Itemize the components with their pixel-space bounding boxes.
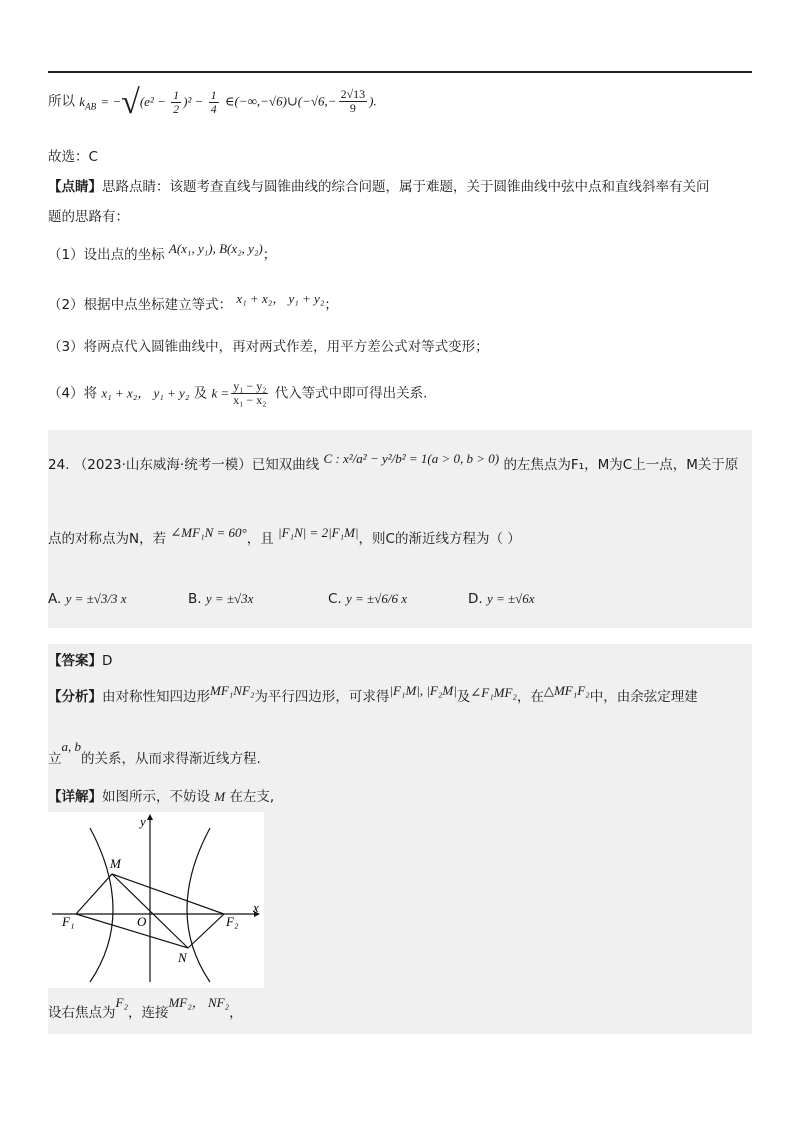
- top-rule: [48, 71, 752, 73]
- question-number: 24.: [48, 457, 70, 473]
- step-3: （3）将两点代入圆锥曲线中，再对两式作差，用平方差公式对等式变形；: [48, 339, 489, 355]
- label-m: M: [110, 856, 121, 871]
- final-f2: F₂: [115, 995, 128, 1010]
- step-4-math: x₁ + x₂， y₁ + y₂: [101, 385, 190, 401]
- analysis-ab: a, b: [61, 739, 81, 754]
- step-2-math: x₁ + x₂， y₁ + y₂: [236, 291, 325, 306]
- answer-label: 【答案】: [48, 653, 102, 669]
- option-c[interactable]: C. y = ±√6/6 x: [328, 591, 407, 607]
- angle-condition: ∠MF₁N = 60°: [170, 525, 247, 540]
- hyperbola-figure: [48, 812, 264, 988]
- label-n: N: [178, 950, 187, 965]
- detail-text: 如图所示，不妨设: [102, 789, 210, 805]
- final-text-b: ，连接: [127, 1005, 169, 1021]
- step-1-end: ；: [262, 247, 277, 263]
- analysis-text-6b: 的关系，从而求得渐近线方程.: [81, 751, 261, 767]
- option-a[interactable]: A. y = ±√3/3 x: [48, 591, 127, 607]
- analysis-line-2: [48, 739, 261, 768]
- final-text-c: ，: [229, 1005, 243, 1021]
- question-text-1b: 的左焦点为F₁，M为C上一点，M关于原: [503, 457, 739, 473]
- answer-value: D: [102, 653, 113, 669]
- interval-text: ∈(−∞,−√6)∪(−√6,−: [224, 93, 337, 109]
- step-2-text: （2）根据中点坐标建立等式：: [48, 297, 233, 313]
- step-4: [48, 380, 427, 407]
- question-text-2c: ，则C的渐近线方程为（ ）: [358, 531, 521, 547]
- analysis-label: 【分析】: [48, 689, 102, 705]
- detail-text-end: 在左支,: [229, 789, 275, 805]
- answer-line: [48, 652, 112, 670]
- analysis-text-2: 为平行四边形，可求得: [254, 689, 390, 705]
- prefix-text: 所以: [48, 93, 75, 110]
- question-text-2a: 点的对称点为N，若: [48, 531, 167, 547]
- choice-line: 故选：C: [48, 149, 98, 165]
- question-source: （2023·山东威海·统考一模）已知双曲线: [73, 457, 320, 473]
- step-2-end: ；: [324, 297, 338, 313]
- detail-label: 【详解】: [48, 789, 102, 805]
- final-line: [48, 995, 243, 1022]
- question-line-2: [48, 525, 521, 548]
- analysis-text-3: 及: [456, 689, 471, 705]
- comment-line-1: [48, 178, 710, 196]
- step-4-a: （4）将: [48, 385, 98, 402]
- step-4-k: k =: [211, 385, 230, 401]
- label-x: x: [253, 900, 259, 915]
- option-d[interactable]: D. y = ±√6x: [468, 591, 535, 607]
- detail-line: [48, 788, 274, 806]
- step-4-c: 代入等式中即可得出关系.: [274, 385, 428, 402]
- comment-line-2: 题的思路有：: [48, 209, 129, 225]
- analysis-quad: MF₁NF₂: [210, 683, 255, 698]
- step-1-math: A(x₁, y₁), B(x₂, y₂): [168, 241, 263, 256]
- analysis-triangle: △MF₁F₂: [543, 683, 590, 698]
- analysis-text-4: ，在: [516, 689, 544, 705]
- hyperbola-equation: C : x²/a² − y²/b² = 1(a > 0, b > 0): [323, 451, 500, 466]
- analysis-line-1: [48, 683, 698, 706]
- analysis-text-6a: 立: [48, 751, 62, 767]
- label-y: y: [140, 814, 146, 829]
- option-b[interactable]: B. y = ±√3x: [188, 591, 254, 607]
- label-o: O: [137, 914, 147, 929]
- step-1: [48, 241, 277, 264]
- solution-k-line: [48, 83, 377, 121]
- interval-fraction: $\frac{2√13}{9}$: [340, 87, 366, 115]
- step-1-text: （1）设出点的坐标: [48, 247, 165, 263]
- step-2: [48, 291, 338, 314]
- final-text-a: 设右焦点为: [48, 1005, 116, 1021]
- detail-m: M: [214, 789, 226, 804]
- analysis-angle: ∠F₁MF₂: [470, 685, 517, 700]
- question-text-2b: ，且: [246, 531, 274, 547]
- interval-tail: ).: [369, 93, 377, 109]
- comment-text-1: 思路点睛：该题考查直线与圆锥曲线的综合问题，属于难题，关于圆锥曲线中弦中点和直线斜率有关问: [102, 179, 710, 195]
- k-expression: = −√(e² − $\frac{1}{2}$ )² − $\frac{1}{4}$: [100, 83, 217, 121]
- question-line-1: [48, 451, 739, 474]
- k-symbol: $k_{AB}$: [79, 93, 97, 112]
- figure-background: [48, 812, 264, 988]
- step-4-fraction: $\frac{\text{y₁ − y₂}}{\text{x₁ − x₂}}$: [233, 379, 267, 407]
- final-segments: MF₂， NF₂: [168, 995, 230, 1010]
- label-f2: F₂: [226, 914, 239, 929]
- analysis-text-5: 中，由余弦定理建: [589, 689, 698, 705]
- step-4-b: 及: [193, 385, 208, 402]
- label-f1: F₁: [62, 914, 75, 929]
- analysis-text-1: 由对称性知四边形: [102, 689, 210, 705]
- analysis-lengths: |F₁M|, |F₂M|: [389, 683, 457, 698]
- comment-label: 【点睛】: [48, 179, 102, 195]
- length-condition: |F₁N| = 2|F₁M|: [278, 525, 359, 540]
